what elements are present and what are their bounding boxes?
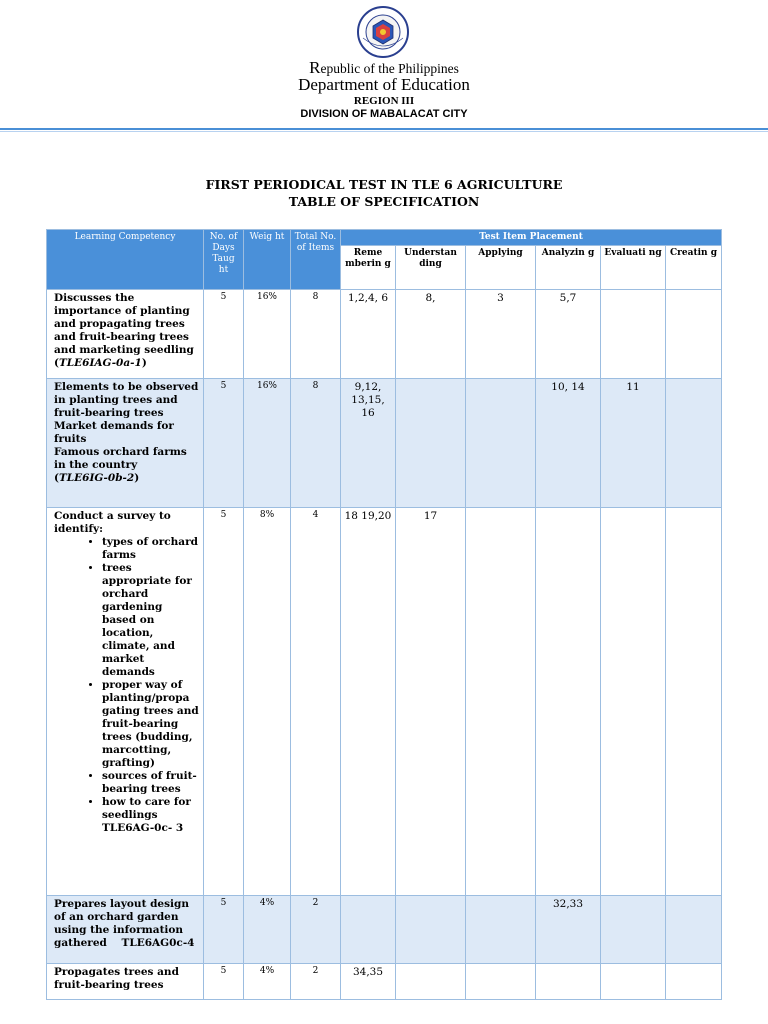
days-cell: 5 xyxy=(204,964,244,1000)
department-line: Department of Education xyxy=(298,75,470,94)
specification-table xyxy=(46,229,722,1000)
understanding-cell xyxy=(396,964,466,1000)
evaluating-cell xyxy=(601,290,666,379)
document-title: FIRST PERIODICAL TEST IN TLE 6 AGRICULTURE xyxy=(205,177,563,192)
remembering-cell: 1,2,4, 6 xyxy=(341,290,396,379)
understanding-cell: 8, xyxy=(396,290,466,379)
competency-cell: Discusses the importance of planting and propagating trees and fruit-bearing trees and marketing seedling (TLE6IAG-0a-1) xyxy=(47,290,204,379)
remembering-cell: 9,12, 13,15, 16 xyxy=(341,379,396,508)
competency-cell: Conduct a survey to identify: • types of orchard farms • trees appropriate for orchard gardening based on location, climate, and market demands • proper way of planting/propa gating trees and fruit-bearing trees (budding, marcotting, grafting) • sources of fruit-bearing trees • how to care for seedlings TLE6AG-0c- 3 xyxy=(47,508,204,896)
applying-cell xyxy=(466,896,536,964)
evaluating-cell xyxy=(601,508,666,896)
list-item: • how to care for seedlings TLE6AG-0c- 3 xyxy=(102,796,200,835)
list-item: • proper way of planting/propa gating trees and fruit-bearing trees (budding, marcotting, grafting) xyxy=(102,679,200,770)
days-cell: 5 xyxy=(204,508,244,896)
header-weight: Weig ht xyxy=(244,230,291,290)
remembering-cell: 34,35 xyxy=(341,964,396,1000)
analyzing-cell: 10, 14 xyxy=(536,379,601,508)
analyzing-cell xyxy=(536,508,601,896)
header-applying: Applying xyxy=(466,246,536,290)
header-remembering: Reme mberin g xyxy=(341,246,396,290)
competency-cell: Propagates trees and fruit-bearing trees xyxy=(47,964,204,1000)
header-rule-light xyxy=(0,131,768,132)
evaluating-cell xyxy=(601,896,666,964)
division-line: DIVISION OF MABALACAT CITY xyxy=(300,108,468,120)
evaluating-cell xyxy=(601,964,666,1000)
days-cell: 5 xyxy=(204,896,244,964)
analyzing-cell: 5,7 xyxy=(536,290,601,379)
creating-cell xyxy=(666,379,722,508)
weight-cell: 4% xyxy=(244,964,291,1000)
understanding-cell: 17 xyxy=(396,508,466,896)
remembering-cell: 18 19,20 xyxy=(341,508,396,896)
understanding-cell xyxy=(396,896,466,964)
table-row xyxy=(47,290,722,379)
list-item: • trees appropriate for orchard gardening based on location, climate, and market demands xyxy=(102,562,200,679)
header-placement: Test Item Placement xyxy=(341,230,722,246)
header-competency: Learning Competency xyxy=(47,230,204,290)
list-item: • sources of fruit-bearing trees xyxy=(102,770,200,796)
creating-cell xyxy=(666,964,722,1000)
competency-cell: Elements to be observed in planting trees and fruit-bearing trees Market demands for fruits Famous orchard farms in the country (TLE6IG-0b-2) xyxy=(47,379,204,508)
header-understanding: Understan ding xyxy=(396,246,466,290)
document-subtitle: TABLE OF SPECIFICATION xyxy=(288,194,480,209)
table-row xyxy=(47,964,722,1000)
list-item: • types of orchard farms xyxy=(102,536,200,562)
table-row xyxy=(47,379,722,508)
republic-line: Republic of the Philippines xyxy=(309,58,459,77)
applying-cell xyxy=(466,508,536,896)
deped-seal-icon xyxy=(349,6,417,58)
competency-cell: Prepares layout design of an orchard garden using the information gathered TLE6AG0c-4 xyxy=(47,896,204,964)
creating-cell xyxy=(666,896,722,964)
header-rule xyxy=(0,128,768,130)
analyzing-cell: 32,33 xyxy=(536,896,601,964)
remembering-cell xyxy=(341,896,396,964)
total-cell: 2 xyxy=(291,964,341,1000)
applying-cell: 3 xyxy=(466,290,536,379)
total-cell: 8 xyxy=(291,379,341,508)
table-row xyxy=(47,508,722,896)
table-row xyxy=(47,896,722,964)
total-cell: 2 xyxy=(291,896,341,964)
understanding-cell xyxy=(396,379,466,508)
applying-cell xyxy=(466,964,536,1000)
total-cell: 8 xyxy=(291,290,341,379)
header-evaluating: Evaluati ng xyxy=(601,246,666,290)
days-cell: 5 xyxy=(204,290,244,379)
header-total: Total No. of Items xyxy=(291,230,341,290)
weight-cell: 4% xyxy=(244,896,291,964)
creating-cell xyxy=(666,290,722,379)
days-cell: 5 xyxy=(204,379,244,508)
evaluating-cell: 11 xyxy=(601,379,666,508)
analyzing-cell xyxy=(536,964,601,1000)
weight-cell: 16% xyxy=(244,379,291,508)
applying-cell xyxy=(466,379,536,508)
header-analyzing: Analyzin g xyxy=(536,246,601,290)
weight-cell: 16% xyxy=(244,290,291,379)
header-creating: Creatin g xyxy=(666,246,722,290)
header-days: No. of Days Taug ht xyxy=(204,230,244,290)
region-line: REGION III xyxy=(353,95,415,107)
total-cell: 4 xyxy=(291,508,341,896)
survey-bullet-list xyxy=(54,536,200,835)
weight-cell: 8% xyxy=(244,508,291,896)
creating-cell xyxy=(666,508,722,896)
